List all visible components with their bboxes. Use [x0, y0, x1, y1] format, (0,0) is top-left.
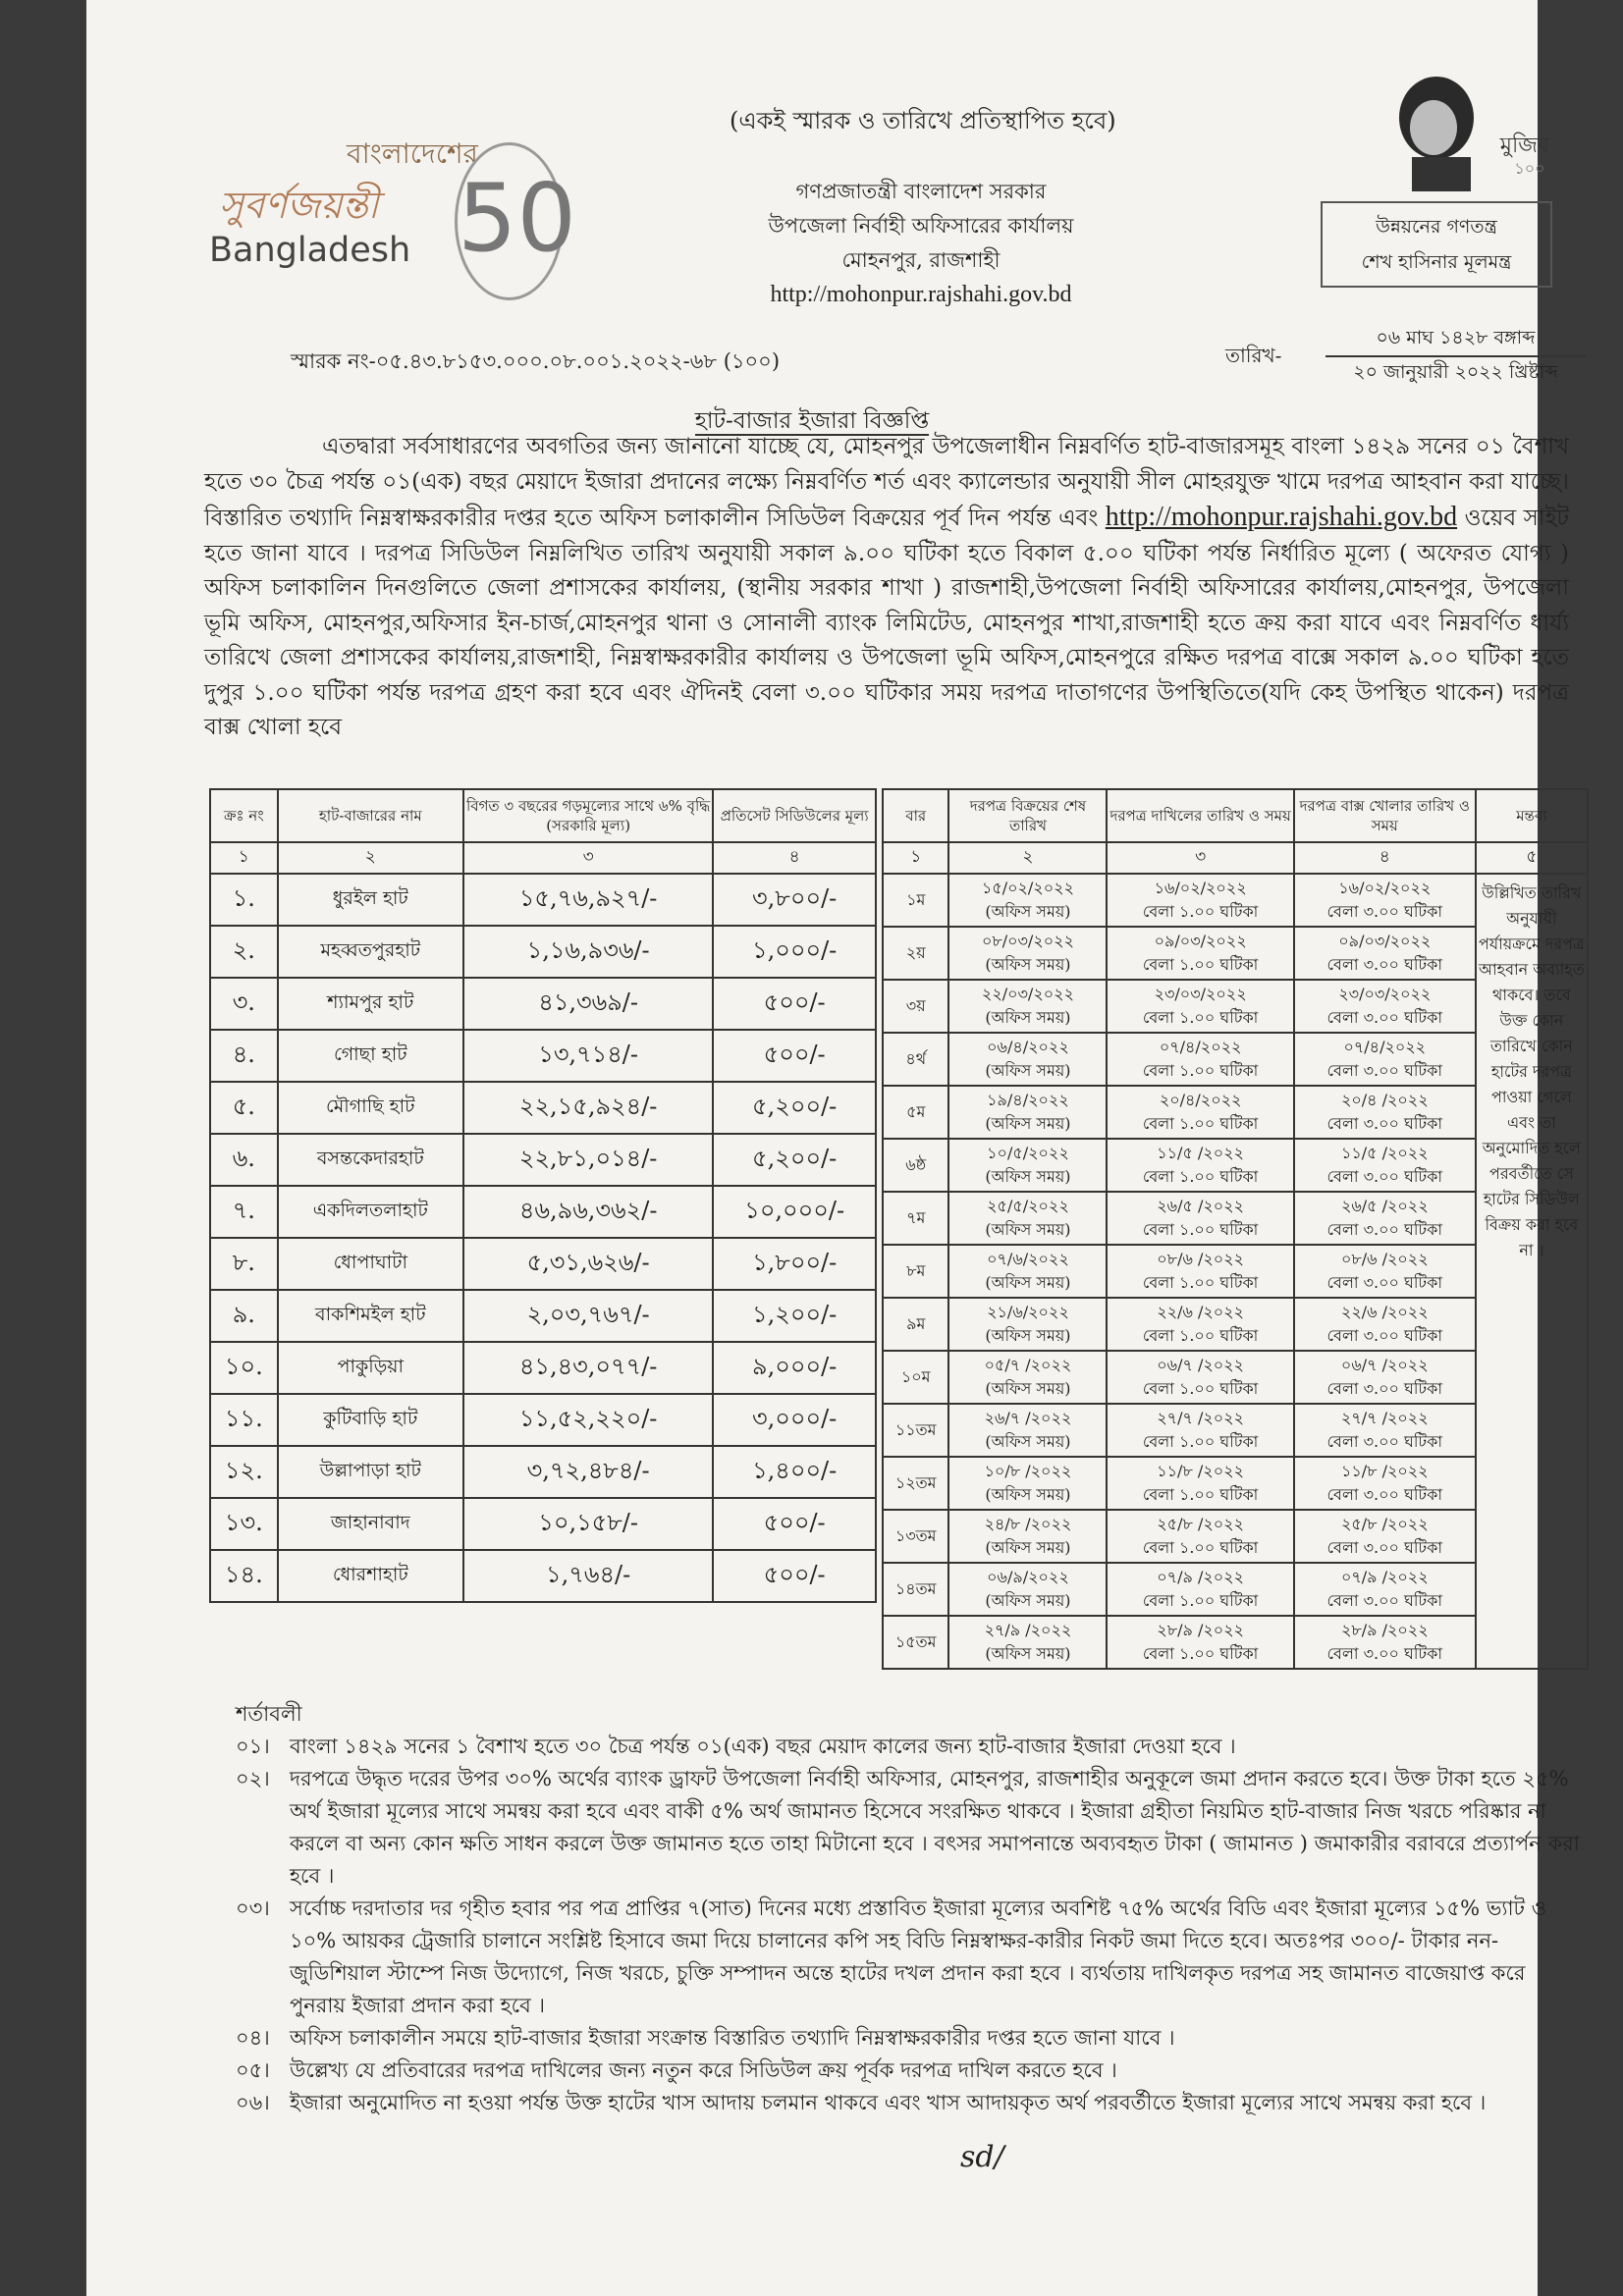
- sale-deadline: [948, 1086, 1107, 1139]
- submit-date-date: ০৭/৪/২০২২: [1159, 1038, 1242, 1056]
- gov-line3: মোহনপুর, রাজশাহী: [841, 248, 1001, 272]
- t2-colnum: ৩: [1107, 842, 1293, 874]
- condition-number: ০৬।: [236, 2091, 270, 2114]
- sale-deadline-date: ০৫/৭ /২০২২: [984, 1356, 1072, 1374]
- open-date-time: বেলা ৩.০০ ঘটিকা: [1326, 1220, 1442, 1239]
- submit-date-date: ২৬/৫ /২০২২: [1157, 1197, 1244, 1215]
- condition-text: বাংলা ১৪২৯ সনের ১ বৈশাখ হতে ৩০ চৈত্র পর্যন্ত ০১(এক) বছর মেয়াদ কালের জন্য হাট-বাজার ইজারা দেওয়া হবে ।: [290, 1735, 1236, 1758]
- notice-body: [204, 430, 1569, 746]
- sale-deadline-date: ১৫/০২/২০২২: [981, 879, 1074, 897]
- t2-colnum: ১: [883, 842, 948, 874]
- gov-url: http://mohonpur.rajshahi.gov.bd: [770, 282, 1072, 307]
- open-date-date: ২০/৪ /২০২২: [1340, 1091, 1429, 1109]
- schedule-price: ৯,০০০/-: [713, 1342, 876, 1394]
- conditions-title: শর্তাবলী: [236, 1702, 302, 1726]
- sale-deadline-time: (অফিস সময়): [985, 1273, 1071, 1292]
- sale-deadline-time: (অফিস সময়): [985, 1538, 1071, 1557]
- sale-deadline: [948, 1139, 1107, 1192]
- open-date: [1294, 1510, 1476, 1563]
- sale-deadline-time: (অফিস সময়): [985, 1591, 1071, 1610]
- table-row: [210, 874, 876, 926]
- signature: sd/: [960, 2140, 1004, 2174]
- market-sl: ১.: [210, 874, 278, 926]
- open-date: [1294, 1351, 1476, 1404]
- date-bangla: ০৬ মাঘ ১৪২৮ বঙ্গাব্দ: [1325, 324, 1586, 357]
- gov-line2: উপজেলা নির্বাহী অফিসারের কার্যালয়: [768, 214, 1074, 238]
- schedule-price: ৩,০০০/-: [713, 1394, 876, 1446]
- submit-date: [1107, 1616, 1293, 1669]
- sale-deadline-time: (অফিস সময়): [985, 955, 1071, 974]
- sale-deadline: [948, 927, 1107, 980]
- submit-date-time: বেলা ১.০০ ঘটিকা: [1142, 1061, 1259, 1080]
- open-date: [1294, 1404, 1476, 1457]
- schedule-price: ৫০০/-: [713, 1550, 876, 1602]
- sale-deadline-date: ০৬/৪/২০২২: [987, 1038, 1069, 1056]
- sale-deadline-time: (অফিস সময়): [985, 1167, 1071, 1186]
- submit-date-date: ২২/৬ /২০২২: [1157, 1303, 1244, 1321]
- open-date: [1294, 874, 1476, 927]
- market-name: ধোরশাহাট: [278, 1550, 463, 1602]
- open-date: [1294, 1563, 1476, 1616]
- submit-date-time: বেলা ১.০০ ঘটিকা: [1142, 1485, 1259, 1504]
- body-part1: এতদ্বারা সর্বসাধারণের অবগতির জন্য জানানো যাচ্ছে যে, মোহনপুর উপজেলাধীন নিম্নবর্ণিত হাট-বাজারসমূহ বাংলা ১৪২৯ সনের ০১ বৈশাখ হতে ৩০ চৈত্র পর্যন্ত ০১(এক) বছর মেয়াদে ইজারা প্রদানের লক্ষ্যে নিম্নবর্ণিত শর্ত এবং ক্যালেন্ডার অনুযায়ী সীল মোহরযুক্ত খামে দরপত্র আহবান করা যাচ্ছে। বিস্তারিত তথ্যাদি নিম্নস্বাক্ষরকারীর দপ্তর হতে অফিস চলাকালীন সিডিউল বিক্রয়ের পূর্ব দিন পর্যন্ত এবং: [204, 434, 1569, 531]
- schedule-price: ১,২০০/-: [713, 1290, 876, 1342]
- market-sl: ১৪.: [210, 1550, 278, 1602]
- round-number: ৯ম: [883, 1298, 948, 1351]
- market-sl: ৪.: [210, 1030, 278, 1082]
- submit-date-time: বেলা ১.০০ ঘটিকা: [1142, 1644, 1259, 1663]
- condition-number: ০৩।: [236, 1896, 270, 1920]
- schedule-price: ১,৪০০/-: [713, 1446, 876, 1498]
- body-url-link[interactable]: http://mohonpur.rajshahi.gov.bd: [1105, 502, 1458, 532]
- sale-deadline-time: (অফিস সময়): [985, 1008, 1071, 1027]
- market-name: কুটিবাড়ি হাট: [278, 1394, 463, 1446]
- open-date-date: ২৮/৯ /২০২২: [1340, 1621, 1429, 1639]
- submit-date: [1107, 1351, 1293, 1404]
- sale-deadline-time: (অফিস সময়): [985, 1114, 1071, 1133]
- open-date: [1294, 1616, 1476, 1669]
- open-date-date: ২২/৬ /২০২২: [1340, 1303, 1429, 1321]
- submit-date-date: ১১/৮ /২০২২: [1157, 1462, 1244, 1480]
- table-row: [210, 1030, 876, 1082]
- submit-date: [1107, 1298, 1293, 1351]
- t1-colnum: ৪: [713, 842, 876, 874]
- market-value: ২২,৮১,০১৪/-: [463, 1134, 713, 1186]
- t1-header-value: বিগত ৩ বছরের গড়মূল্যের সাথে ৬% বৃদ্ধি (সরকারি মূল্য): [463, 789, 713, 842]
- table-row: [210, 1290, 876, 1342]
- submit-date-date: ০৯/০৩/২০২২: [1154, 932, 1247, 950]
- sale-deadline-date: ০৮/০৩/২০২২: [981, 932, 1074, 950]
- submit-date-time: বেলা ১.০০ ঘটিকা: [1142, 955, 1259, 974]
- open-date: [1294, 1457, 1476, 1510]
- table-row: [210, 1186, 876, 1238]
- table-row: [210, 1446, 876, 1498]
- submit-date-time: বেলা ১.০০ ঘটিকা: [1142, 1538, 1259, 1557]
- sale-deadline: [948, 1298, 1107, 1351]
- svg-text:১০০: ১০০: [1514, 159, 1545, 178]
- submit-date: [1107, 1245, 1293, 1298]
- open-date-date: ০৬/৭ /২০২২: [1340, 1356, 1429, 1374]
- round-number: ১ম: [883, 874, 948, 927]
- market-name: মহব্বতপুরহাট: [278, 926, 463, 978]
- open-date-time: বেলা ৩.০০ ঘটিকা: [1326, 1591, 1442, 1610]
- date-label: তারিখ-: [1225, 344, 1282, 367]
- submit-date-date: ২৭/৭ /২০২২: [1157, 1409, 1244, 1427]
- submit-date: [1107, 1563, 1293, 1616]
- open-date-time: বেলা ৩.০০ ঘটিকা: [1326, 1379, 1442, 1398]
- market-name: ধোপাঘাটা: [278, 1238, 463, 1290]
- market-name: একদিলতলাহাট: [278, 1186, 463, 1238]
- market-list-table: [209, 788, 877, 1603]
- sale-deadline-date: ০৭/৬/২০২২: [987, 1250, 1069, 1268]
- open-date-time: বেলা ৩.০০ ঘটিকা: [1326, 1273, 1442, 1292]
- sale-deadline-date: ১০/৮ /২০২২: [984, 1462, 1072, 1480]
- sale-deadline-date: ১৯/৪/২০২২: [987, 1091, 1069, 1109]
- condition-text: সর্বোচ্চ দরদাতার দর গৃহীত হবার পর পত্র প্রাপ্তির ৭(সাত) দিনের মধ্যে প্রস্তাবিত ইজারা মূল্যের অবশিষ্ট ৭৫% অর্থের বিডি এবং ইজারা মূল্যের ১৫% ভ্যাট ও ১০% আয়কর ট্রেজারি চালানে সংশ্লিষ্ট হিসাবে জমা দিয়ে চালানের কপি সহ বিডি নিম্নস্বাক্ষর-কারীর নিকট জমা দিতে হবে। অতঃপর ৩০০/- টাকার নন-জুডিশিয়াল স্টাম্পে নিজ উদ্যোগে, নিজ খরচে, চুক্তি সম্পাদন অন্তে হাটের দখল প্রদান করা হবে । ব্যর্থতায় দাখিলকৃত দরপত্র সহ জামানত বাজেয়াপ্ত করে পুনরায় ইজারা প্রদান করা হবে ।: [290, 1896, 1547, 2017]
- open-date-time: বেলা ৩.০০ ঘটিকা: [1326, 1008, 1442, 1027]
- schedule-price: ৫,২০০/-: [713, 1134, 876, 1186]
- sale-deadline-time: (অফিস সময়): [985, 1485, 1071, 1504]
- table-row: [210, 1394, 876, 1446]
- submit-date-time: বেলা ১.০০ ঘটিকা: [1142, 1273, 1259, 1292]
- open-date-date: ০৭/৪/২০২২: [1343, 1038, 1427, 1056]
- slogan-line2: শেখ হাসিনার মূলমন্ত্র: [1361, 251, 1512, 273]
- open-date: [1294, 1245, 1476, 1298]
- condition-number: ০২।: [236, 1767, 270, 1790]
- sale-deadline: [948, 980, 1107, 1033]
- submit-date-date: ২০/৪/২০২২: [1159, 1091, 1242, 1109]
- body-part2: ওয়েব সাইট হতে জানা যাবে । দরপত্র সিডিউল নিম্নলিখিত তারিখ অনুযায়ী সকাল ৯.০০ ঘটিকা হতে বিকাল ৫.০০ ঘটিকা পর্যন্ত নির্ধারিত মূল্যে ( অফেরত যোগ্য ) অফিস চলাকালিন দিনগুলিতে জেলা প্রশাসকের কার্যালয়, (স্থানীয় সরকার শাখা ) রাজশাহী,উপজেলা নির্বাহী অফিসারের কার্যালয়,মোহনপুর, উপজেলা ভূমি অফিস, মোহনপুর,অফিসার ইন-চার্জ,মোহনপুর থানা ও সোনালী ব্যাংক লিমিটেড, মোহনপুর শাখা,রাজশাহী হতে ক্রয় করা যাবে এবং নিম্নবর্ণিত ধার্য্য তারিখে জেলা প্রশাসকের কার্যালয়,রাজশাহী, নিম্নস্বাক্ষরকারীর কার্যালয় ও উপজেলা ভূমি অফিস,মোহনপুরে রক্ষিত দরপত্র বাক্সে সকাল ৯.০০ ঘটিকা হতে দুপুর ১.০০ ঘটিকা পর্যন্ত দরপত্র গ্রহণ করা হবে এবং ঐদিনই বেলা ৩.০০ ঘটিকার সময় দরপত্র দাতাগণের উপস্থিতিতে(যদি কেহ উপস্থিত থাকেন) দরপত্র বাক্স খোলা হবে: [204, 506, 1569, 740]
- open-date-date: ০৭/৯ /২০২২: [1340, 1568, 1429, 1586]
- logo-text-line1: বাংলাদেশের: [347, 137, 478, 170]
- market-name: মৌগাছি হাট: [278, 1082, 463, 1134]
- condition-item: [236, 2055, 1581, 2087]
- open-date-time: বেলা ৩.০০ ঘটিকা: [1326, 1061, 1442, 1080]
- t2-header-round: বার: [883, 789, 948, 842]
- memo-number: স্মারক নং-০৫.৪৩.৮১৫৩.০০০.০৮.০০১.২০২২-৬৮ (১০০): [291, 349, 781, 373]
- round-number: ৭ম: [883, 1192, 948, 1245]
- table-row: [210, 1134, 876, 1186]
- date-gregorian: ২০ জানুয়ারী ২০২২ খ্রিষ্টাব্দ: [1353, 361, 1558, 383]
- table-row: [210, 1082, 876, 1134]
- open-date-time: বেলা ৩.০০ ঘটিকা: [1326, 1644, 1442, 1663]
- t2-header-submit: দরপত্র দাখিলের তারিখ ও সময়: [1107, 789, 1293, 842]
- notice-title-text: হাট-বাজার ইজারা বিজ্ঞপ্তি: [694, 408, 930, 434]
- market-sl: ২.: [210, 926, 278, 978]
- office-header: [695, 175, 1147, 312]
- mujib-centenary-logo: [1353, 74, 1569, 191]
- market-sl: ৫.: [210, 1082, 278, 1134]
- logo-number: 50: [455, 142, 564, 300]
- sale-deadline: [948, 1563, 1107, 1616]
- t1-header-name: হাট-বাজারের নাম: [278, 789, 463, 842]
- market-name: ধুরইল হাট: [278, 874, 463, 926]
- sale-deadline: [948, 1351, 1107, 1404]
- sale-deadline-date: ১০/৫/২০২২: [987, 1144, 1069, 1162]
- t1-header-sl: ক্রঃ নং: [210, 789, 278, 842]
- sale-deadline-time: (অফিস সময়): [985, 1432, 1071, 1451]
- submit-date-date: ১১/৫ /২০২২: [1157, 1144, 1244, 1162]
- submit-date-time: বেলা ১.০০ ঘটিকা: [1142, 1432, 1259, 1451]
- condition-item: [236, 1731, 1581, 1763]
- document-page: [86, 0, 1585, 2296]
- t2-colnum: ২: [948, 842, 1107, 874]
- submit-date-time: বেলা ১.০০ ঘটিকা: [1142, 1008, 1259, 1027]
- schedule-price: ১,৮০০/-: [713, 1238, 876, 1290]
- open-date: [1294, 927, 1476, 980]
- market-value: ২,০৩,৭৬৭/-: [463, 1290, 713, 1342]
- condition-item: [236, 1763, 1581, 1893]
- market-sl: ৩.: [210, 978, 278, 1030]
- sale-deadline-time: (অফিস সময়): [985, 902, 1071, 921]
- open-date-date: ০৮/৬ /২০২২: [1340, 1250, 1429, 1268]
- condition-number: ০১।: [236, 1735, 270, 1758]
- open-date-time: বেলা ৩.০০ ঘটিকা: [1326, 1538, 1442, 1557]
- sale-deadline: [948, 1245, 1107, 1298]
- market-sl: ১৩.: [210, 1498, 278, 1550]
- market-value: ৪১,৩৬৯/-: [463, 978, 713, 1030]
- sale-deadline-date: ২৪/৮ /২০২২: [984, 1515, 1072, 1533]
- open-date-time: বেলা ৩.০০ ঘটিকা: [1326, 955, 1442, 974]
- sale-deadline: [948, 1510, 1107, 1563]
- submit-date: [1107, 980, 1293, 1033]
- market-value: ১,৭৬৪/-: [463, 1550, 713, 1602]
- sale-deadline-date: ২২/০৩/২০২২: [981, 985, 1074, 1003]
- t2-colnum: ৪: [1294, 842, 1476, 874]
- sale-deadline: [948, 1033, 1107, 1086]
- submit-date: [1107, 1139, 1293, 1192]
- round-number: ৫ম: [883, 1086, 948, 1139]
- submit-date: [1107, 927, 1293, 980]
- schedule-price: ৫০০/-: [713, 978, 876, 1030]
- market-sl: ১০.: [210, 1342, 278, 1394]
- submit-date-date: ২৩/০৩/২০২২: [1154, 985, 1247, 1003]
- schedule-price: ১,০০০/-: [713, 926, 876, 978]
- market-value: ১১,৫২,২২০/-: [463, 1394, 713, 1446]
- open-date-date: ০৯/০৩/২০২২: [1338, 932, 1432, 950]
- t2-header-open: দরপত্র বাক্স খোলার তারিখ ও সময়: [1294, 789, 1476, 842]
- sale-deadline: [948, 1457, 1107, 1510]
- submit-date-time: বেলা ১.০০ ঘটিকা: [1142, 1167, 1259, 1186]
- market-name: গোছা হাট: [278, 1030, 463, 1082]
- market-sl: ১২.: [210, 1446, 278, 1498]
- logo-text-en: Bangladesh: [209, 231, 411, 270]
- t2-header-remarks: মন্তব্য: [1476, 789, 1588, 842]
- condition-text: দরপত্রে উদ্ধৃত দরের উপর ৩০% অর্থের ব্যাংক ড্রাফট উপজেলা নির্বাহী অফিসার, মোহনপুর, রাজশাহীর অনুকূলে জমা প্রদান করতে হবে। উক্ত টাকা হতে ২৫% অর্থ ইজারা মূল্যের সাথে সমন্বয় করা হবে এবং বাকী ৫% অর্থ জামানত হিসেবে সংরক্ষিত থাকবে । ইজারা গ্রহীতা নিয়মিত হাট-বাজার নিজ খরচে পরিষ্কার না করলে বা অন্য কোন ক্ষতি সাধন করলে উক্ত জামানত হতে তাহা মিটানো হবে । বৎসর সমাপনান্তে অব্যবহৃত টাকা ( জামানত ) জমাকারীর বরাবরে প্রত্যার্পন করা হবে ।: [290, 1767, 1580, 1888]
- market-value: ৫,৩১,৬২৬/-: [463, 1238, 713, 1290]
- round-number: ১০ম: [883, 1351, 948, 1404]
- submit-date-date: ২৮/৯ /২০২২: [1157, 1621, 1244, 1639]
- submit-date-date: ২৫/৮ /২০২২: [1157, 1515, 1244, 1533]
- sale-deadline-date: ২১/৬/২০২২: [987, 1303, 1069, 1321]
- logo-text-line2: সুবর্ণজয়ন্তী: [219, 184, 379, 227]
- market-sl: ১১.: [210, 1394, 278, 1446]
- schedule-price: ১০,০০০/-: [713, 1186, 876, 1238]
- submit-date: [1107, 874, 1293, 927]
- t2-colnum: ৫: [1476, 842, 1588, 874]
- sale-deadline-time: (অফিস সময়): [985, 1379, 1071, 1398]
- schedule-price: ৫০০/-: [713, 1030, 876, 1082]
- market-sl: ৭.: [210, 1186, 278, 1238]
- submit-date-time: বেলা ১.০০ ঘটিকা: [1142, 1591, 1259, 1610]
- market-sl: ৮.: [210, 1238, 278, 1290]
- table-row: [210, 978, 876, 1030]
- open-date-time: বেলা ৩.০০ ঘটিকা: [1326, 1326, 1442, 1345]
- slogan-line1: উন্নয়নের গণতন্ত্র: [1376, 216, 1497, 238]
- open-date: [1294, 1298, 1476, 1351]
- sale-deadline-date: ২৭/৯ /২০২২: [984, 1621, 1072, 1639]
- sale-deadline-date: ০৬/৯/২০২২: [987, 1568, 1069, 1586]
- sale-deadline: [948, 874, 1107, 927]
- tender-schedule-table: [882, 788, 1589, 1670]
- submit-date: [1107, 1510, 1293, 1563]
- open-date-date: ২৩/০৩/২০২২: [1338, 985, 1432, 1003]
- open-date-date: ১১/৫ /২০২২: [1340, 1144, 1429, 1162]
- market-sl: ৬.: [210, 1134, 278, 1186]
- header-note: (একই স্মারক ও তারিখে প্রতিস্থাপিত হবে): [730, 107, 1116, 134]
- market-value: ৩,৭২,৪৮৪/-: [463, 1446, 713, 1498]
- round-number: ১৩তম: [883, 1510, 948, 1563]
- t1-colnum: ১: [210, 842, 278, 874]
- round-number: ১২তম: [883, 1457, 948, 1510]
- market-name: উল্লাপাড়া হাট: [278, 1446, 463, 1498]
- condition-item: [236, 2022, 1581, 2055]
- open-date-date: ২৭/৭ /২০২২: [1340, 1409, 1429, 1427]
- round-number: ১১তম: [883, 1404, 948, 1457]
- market-value: ১০,১৫৮/-: [463, 1498, 713, 1550]
- market-sl: ৯.: [210, 1290, 278, 1342]
- submit-date-time: বেলা ১.০০ ঘটিকা: [1142, 1220, 1259, 1239]
- condition-item: [236, 1893, 1581, 2022]
- market-value: ১৫,৭৬,৯২৭/-: [463, 874, 713, 926]
- sale-deadline-date: ২৫/৫/২০২২: [987, 1197, 1069, 1215]
- market-name: পাকুড়িয়া: [278, 1342, 463, 1394]
- open-date-date: ১১/৮ /২০২২: [1340, 1462, 1429, 1480]
- open-date: [1294, 1139, 1476, 1192]
- sale-deadline-date: ২৬/৭ /২০২২: [984, 1409, 1072, 1427]
- submit-date-date: ১৬/০২/২০২২: [1154, 879, 1247, 897]
- open-date-time: বেলা ৩.০০ ঘটিকা: [1326, 1485, 1442, 1504]
- submit-date-date: ০৭/৯ /২০২২: [1157, 1568, 1244, 1586]
- round-number: ১৫তম: [883, 1616, 948, 1669]
- submit-date: [1107, 1457, 1293, 1510]
- open-date-time: বেলা ৩.০০ ঘটিকা: [1326, 1167, 1442, 1186]
- open-date-date: ১৬/০২/২০২২: [1338, 879, 1432, 897]
- submit-date: [1107, 1404, 1293, 1457]
- market-value: ২২,১৫,৯২৪/-: [463, 1082, 713, 1134]
- sale-deadline-time: (অফিস সময়): [985, 1220, 1071, 1239]
- open-date-time: বেলা ৩.০০ ঘটিকা: [1326, 1432, 1442, 1451]
- table-row: [210, 1498, 876, 1550]
- sale-deadline: [948, 1616, 1107, 1669]
- t1-body: [210, 874, 876, 1602]
- table-row: [210, 1550, 876, 1602]
- t2-body: [883, 874, 1588, 1669]
- market-name: বসন্তকেদারহাট: [278, 1134, 463, 1186]
- sale-deadline: [948, 1192, 1107, 1245]
- open-date: [1294, 1192, 1476, 1245]
- remarks-cell: উল্লিখিত তারিখ অনুযায়ী পর্যায়ক্রমে দরপত্র আহবান অব্যাহত থাকবে। তবে উক্ত কোন তারিখে কোন হাটের দরপত্র পাওয়া গেলে এবং তা অনুমোদিত হলে পরবর্তীতে সে হাটের সিডিউল বিক্রয় করা হবে না ।: [1476, 874, 1588, 1669]
- open-date: [1294, 980, 1476, 1033]
- market-name: জাহানাবাদ: [278, 1498, 463, 1550]
- market-value: ৪৬,৯৬,৩৬২/-: [463, 1186, 713, 1238]
- open-date-time: বেলা ৩.০০ ঘটিকা: [1326, 902, 1442, 921]
- sale-deadline-time: (অফিস সময়): [985, 1326, 1071, 1345]
- submit-date-time: বেলা ১.০০ ঘটিকা: [1142, 1114, 1259, 1133]
- t2-header-sale: দরপত্র বিক্রয়ের শেষ তারিখ: [948, 789, 1107, 842]
- schedule-price: ৫,২০০/-: [713, 1082, 876, 1134]
- t1-header-price: প্রতিসেট সিডিউলের মূল্য: [713, 789, 876, 842]
- market-name: শ্যামপুর হাট: [278, 978, 463, 1030]
- condition-text: অফিস চলাকালীন সময়ে হাট-বাজার ইজারা সংক্রান্ত বিস্তারিত তথ্যাদি নিম্নস্বাক্ষরকারীর দপ্তর হতে জানা যাবে ।: [290, 2026, 1175, 2050]
- open-date-date: ২৬/৫ /২০২২: [1340, 1197, 1429, 1215]
- submit-date-date: ০৮/৬ /২০২২: [1157, 1250, 1244, 1268]
- t1-colnum: ২: [278, 842, 463, 874]
- round-number: ২য়: [883, 927, 948, 980]
- schedule-price: ৩,৮০০/-: [713, 874, 876, 926]
- condition-text: ইজারা অনুমোদিত না হওয়া পর্যন্ত উক্ত হাটের খাস আদায় চলমান থাকবে এবং খাস আদায়কৃত অর্থ পরবর্তীতে ইজারা মূল্যের সাথে সমন্বয় করা হবে ।: [290, 2091, 1487, 2114]
- table-row: [883, 874, 1588, 927]
- submit-date-time: বেলা ১.০০ ঘটিকা: [1142, 1326, 1259, 1345]
- conditions-list: [236, 1731, 1581, 2119]
- round-number: ৮ম: [883, 1245, 948, 1298]
- table-row: [210, 1238, 876, 1290]
- open-date-time: বেলা ৩.০০ ঘটিকা: [1326, 1114, 1442, 1133]
- slogan-box: [1321, 201, 1552, 288]
- submit-date-time: বেলা ১.০০ ঘটিকা: [1142, 902, 1259, 921]
- table-row: [210, 1342, 876, 1394]
- golden-jubilee-logo: [209, 133, 576, 304]
- svg-text:মুজিব: মুজিব: [1499, 133, 1550, 158]
- round-number: ৬ষ্ঠ: [883, 1139, 948, 1192]
- condition-number: ০৪।: [236, 2026, 270, 2050]
- gov-line1: গণপ্রজাতন্ত্রী বাংলাদেশ সরকার: [795, 180, 1047, 203]
- condition-text: উল্লেখ্য যে প্রতিবারের দরপত্র দাখিলের জন্য নতুন করে সিডিউল ক্রয় পূর্বক দরপত্র দাখিল করতে হবে ।: [290, 2058, 1117, 2082]
- sale-deadline-time: (অফিস সময়): [985, 1061, 1071, 1080]
- condition-item: [236, 2087, 1581, 2119]
- table-row: [210, 926, 876, 978]
- open-date: [1294, 1033, 1476, 1086]
- sale-deadline-time: (অফিস সময়): [985, 1644, 1071, 1663]
- market-value: ১,১৬,৯৩৬/-: [463, 926, 713, 978]
- open-date-date: ২৫/৮ /২০২২: [1340, 1515, 1429, 1533]
- market-value: ১৩,৭১৪/-: [463, 1030, 713, 1082]
- market-value: ৪১,৪৩,০৭৭/-: [463, 1342, 713, 1394]
- round-number: ১৪তম: [883, 1563, 948, 1616]
- submit-date: [1107, 1033, 1293, 1086]
- open-date: [1294, 1086, 1476, 1139]
- submit-date-date: ০৬/৭ /২০২২: [1157, 1356, 1244, 1374]
- schedule-price: ৫০০/-: [713, 1498, 876, 1550]
- sale-deadline: [948, 1404, 1107, 1457]
- condition-number: ০৫।: [236, 2058, 270, 2082]
- market-name: বাকশিমইল হাট: [278, 1290, 463, 1342]
- submit-date: [1107, 1086, 1293, 1139]
- round-number: ৪র্থ: [883, 1033, 948, 1086]
- t1-colnum: ৩: [463, 842, 713, 874]
- submit-date-time: বেলা ১.০০ ঘটিকা: [1142, 1379, 1259, 1398]
- round-number: ৩য়: [883, 980, 948, 1033]
- submit-date: [1107, 1192, 1293, 1245]
